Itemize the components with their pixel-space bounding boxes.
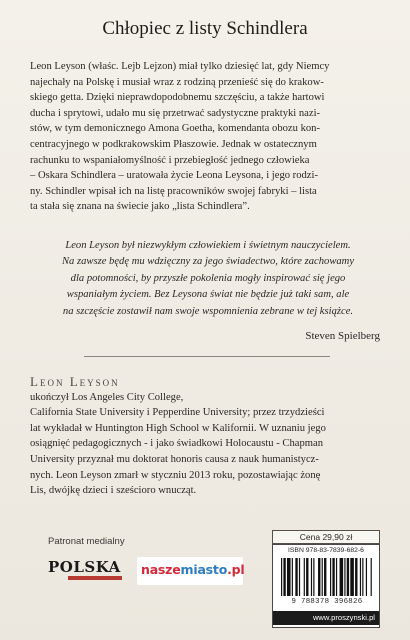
endorsement-quote — [30, 238, 386, 320]
barcode-bar — [311, 558, 312, 596]
polska-logo — [48, 558, 126, 584]
barcode-bar — [281, 558, 282, 596]
blurb-line: ducha i sprytowi, udało mu się przetrwać sadystyczne praktyki nazi- — [30, 107, 321, 119]
barcode-bar — [362, 558, 363, 596]
ean-number: 9 788378 396826 — [291, 598, 363, 606]
bio-line: nych. Leon Leyson zmarł w styczniu 2013 roku, pozostawiając żonę — [30, 469, 321, 481]
quote-line: na szczęście zostawił nam swoje wspomnienia zebrane w tej książce. — [62, 305, 354, 317]
barcode-bar — [371, 558, 372, 596]
blurb-line: najechały na Polskę i musiał wraz z rodziną przenieść się do krakow- — [30, 76, 324, 88]
bio-line: Lis, dwójkę dzieci i sześcioro wnucząt. — [30, 485, 197, 497]
bio-line — [30, 374, 386, 405]
barcode-bar — [330, 558, 331, 596]
barcode-bar — [292, 558, 293, 596]
publisher-url-text: www.proszynski.pl — [312, 613, 375, 622]
barcode-bar — [287, 558, 291, 596]
blurb-line: skiego getta. Dzięki nieprawdopodobnemu szczęściu, a także hartowi — [30, 92, 325, 104]
barcode-bar — [299, 558, 300, 596]
book-title: Chłopiec z listy Schindlera — [102, 18, 308, 39]
section-divider — [84, 356, 330, 357]
barcode-block — [272, 544, 380, 628]
blurb-line: rachunku to wspaniałomyślność i przebiegłość jednego człowieka — [30, 154, 310, 166]
bio-line: University przyznał mu doktorat honoris causa z nauk humanistycz- — [30, 453, 319, 465]
bio-line: lat wykładał w Huntington High School w Kalifornii. W uznaniu jego — [30, 422, 326, 434]
barcode-bar — [355, 558, 357, 596]
blurb-line: Leon Leyson (właśc. Lejb Lejzon) miał tylko dziesięć lat, gdy Niemcy — [30, 61, 330, 72]
polska-logo-text: POLSKA — [48, 558, 121, 576]
logo-part-pl: .pl — [227, 562, 245, 577]
barcode-bar — [322, 558, 323, 596]
barcode-bar — [283, 558, 285, 596]
author-name: Leon Leyson — [30, 374, 120, 389]
barcode-bar — [336, 558, 337, 596]
barcode-bar — [347, 558, 349, 596]
quote-line: wspaniałym życiem. Bez Leysona świat nie będzie już taki sam, ale — [66, 289, 350, 301]
barcode-bars — [281, 558, 373, 596]
barcode-bar — [304, 558, 305, 596]
isbn-text: ISBN 978-83-7839-682-6 — [288, 547, 364, 554]
barcode-bar — [340, 558, 344, 596]
naszemiasto-logo — [137, 557, 243, 585]
blurb-line: ta stała się znana na świecie jako „lista Schindlera”. — [30, 201, 250, 213]
barcode-bar — [344, 558, 345, 596]
barcode-bar — [332, 558, 334, 596]
bio-line: California State University i Pepperdine University; przez trzydzieści — [30, 407, 325, 419]
bio-line: osiągnięć pedagogicznych - i jako świadkowi Holocaustu - Chapman — [30, 438, 324, 450]
barcode-bar — [350, 558, 354, 596]
quote-author: Steven Spielberg — [305, 330, 380, 342]
book-blurb — [30, 59, 386, 215]
barcode-bar — [313, 558, 314, 596]
price-label: Cena 29,90 zł — [272, 530, 380, 544]
blurb-line: stów, w tym demonicznego Amona Goetha, komendanta obozu kon- — [30, 123, 320, 135]
naszemiasto-logo-text — [141, 562, 244, 577]
quote-line: Leon Leyson był niezwykłym człowiekiem i świetnym nauczycielem. — [65, 240, 351, 251]
barcode-bar — [366, 558, 367, 596]
barcode-bar — [295, 558, 297, 596]
author-bio — [30, 374, 386, 499]
quote-line: dla potomności, by przyszłe pokolenia mogły inspirować się jego — [70, 272, 346, 284]
blurb-line: – Oskara Schindlera – uratowała życie Leona Leysona, i jego rodzi- — [30, 170, 318, 182]
blurb-line: centracyjnego w podkrakowskim Płaszowie. Jednak w ostatecznym — [30, 138, 317, 150]
barcode-bar — [306, 558, 308, 596]
bio-first-line-rest: ukończył Los Angeles City College, — [30, 391, 184, 403]
logo-part-miasto: miasto — [180, 562, 228, 577]
media-patronage-label: Patronat medialny — [48, 536, 125, 547]
quote-line: Na zawsze będę mu wdzięczny za jego świadectwo, które zachowamy — [61, 256, 355, 268]
barcode-bar — [360, 558, 361, 596]
blurb-line: ny. Schindler wpisał ich na listę pracowników swojej fabryki – lista — [30, 185, 317, 197]
publisher-url — [273, 611, 379, 625]
polska-logo-underline — [68, 576, 122, 580]
barcode-bar — [318, 558, 320, 596]
logo-part-nasze: nasze — [141, 562, 181, 577]
barcode-bar — [324, 558, 326, 596]
